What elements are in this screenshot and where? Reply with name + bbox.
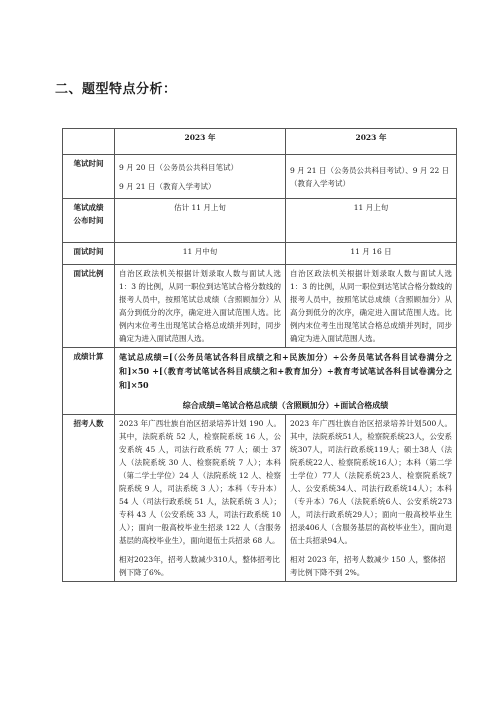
cell-recruit-b [286, 415, 457, 582]
row-recruit [63, 415, 457, 582]
cell-interview-ratio-a: 自治区政法机关根据计划录取人数与面试人选 1：3 的比例，从同一职位到达笔试合格分数线的报考人员中，按照笔试总成绩（含照顾加分）从高分到低分的次序，确定进入面试范围人选。比例内末位考生出现笔试合格总成绩并列时，同步确定为进入面试范围人选。 [115, 265, 286, 348]
cell-written-time-b: 9 月 21 日（公务员公共科目考试）、9 月 22 日（教育入学考试） [286, 155, 457, 199]
row-label-interview-ratio: 面试比例 [63, 265, 115, 348]
row-interview-time [63, 243, 457, 265]
cell-recruit-a [115, 415, 286, 582]
written-time-a-line2: 9 月 21 日（教育入学考试） [119, 181, 216, 191]
cell-score-release-b: 11 月上旬 [286, 199, 457, 243]
row-label-interview-time: 面试时间 [63, 243, 115, 265]
table-header-row [63, 129, 457, 155]
row-written-time [63, 155, 457, 199]
row-score-calc [63, 348, 457, 415]
row-score-release [63, 199, 457, 243]
section-heading: 二、题型特点分析： [55, 82, 177, 97]
cell-interview-ratio-b: 自治区政法机关根据计划录取人数与面试人选 1：3 的比例，从同一职位到达笔试合格分数线的报考人员中，按照笔试总成绩（含照顾加分）从高分到低分的次序，确定进入面试范围人选。比例内末位考生出现笔试合格总成绩并列时，同步确定为进入面试范围人选。 [286, 265, 457, 348]
row-label-recruit: 招考人数 [63, 415, 115, 582]
recruit-a-text: 2023 年广西壮族自治区招录培养计划 190 人。其中，法院系统 52 人，检察院系统 16 人，公安系统 45 人，司法行政系统 77 人；硕士 37 人（法院系统 30 人、检察院系统 7 人）；本科（第二学士学位）24 人（法院系统 12 人、检察院系统 9 人，司法系统 3 人）；本科（专升本）54 人（司法行政系统 51 人，法院系统 3 人）；专科 43 人（公安系统 33 人，司法行政系统 10 人）；面向一般高校毕业生招录 122 人（含服务基层的高校毕业生），面向退伍士兵招录 68 人。 [119, 419, 281, 545]
cell-score-release-a: 估计 11 月上旬 [115, 199, 286, 243]
header-empty-cell [63, 129, 115, 155]
cell-interview-time-a: 11 月中旬 [115, 243, 286, 265]
score-release-label-line2: 公布时间 [73, 216, 104, 225]
written-time-a-line1: 9 月 20 日（公务员公共科目笔试） [119, 162, 238, 172]
exam-comparison-table [62, 128, 457, 582]
cell-interview-time-b: 11 月 16 日 [286, 243, 457, 265]
row-label-score-calc: 成绩计算 [63, 348, 115, 415]
recruit-b-text: 2023 年广西壮族自治区招录培养计划500人。其中，法院系统51人，检察院系统23人，公安系统307人，司法行政系统119人；硕士38人（法院系统22人、检察院系统16人）；本科（第二学士学位）77人（法院系统23人、检察院系统7人、公安系统34人、司法行政系统14人）；本科（专升本）76人（法院系统6人、公安系统273人，司法行政系统29人）；面向一般高校毕业生招录406人（含服务基层的高校毕业生），面向退伍士兵招录94人。 [290, 419, 452, 545]
formula-written-total: 笔试总成绩=[（公务员笔试各科目成绩之和+民族加分）÷公务员笔试各科目试卷满分之和]×50 +[（教育考试笔试各科目成绩之和+教育加分）÷教育考试笔试各科目试卷满分之和]×50 [119, 352, 452, 390]
recruit-b-note: 相对 2023 年，招考人数减少 150 人，整体招考比例下降不到 2%。 [290, 555, 446, 577]
recruit-a-note: 相对2023年，招考人数减少310人，整体招考比例下降了6%。 [119, 555, 280, 577]
row-interview-ratio [63, 265, 457, 348]
column-header-a: 2023 年 [115, 129, 286, 155]
cell-score-calc [115, 348, 457, 415]
score-release-label-line1: 笔试成绩 [73, 203, 104, 212]
formula-composite-score: 综合成绩=笔试合格总成绩（含照顾加分）+面试合格成绩 [182, 400, 389, 410]
row-label-score-release [63, 199, 115, 243]
column-header-b: 2023 年 [286, 129, 457, 155]
row-label-written-time: 笔试时间 [63, 155, 115, 199]
cell-written-time-a [115, 155, 286, 199]
